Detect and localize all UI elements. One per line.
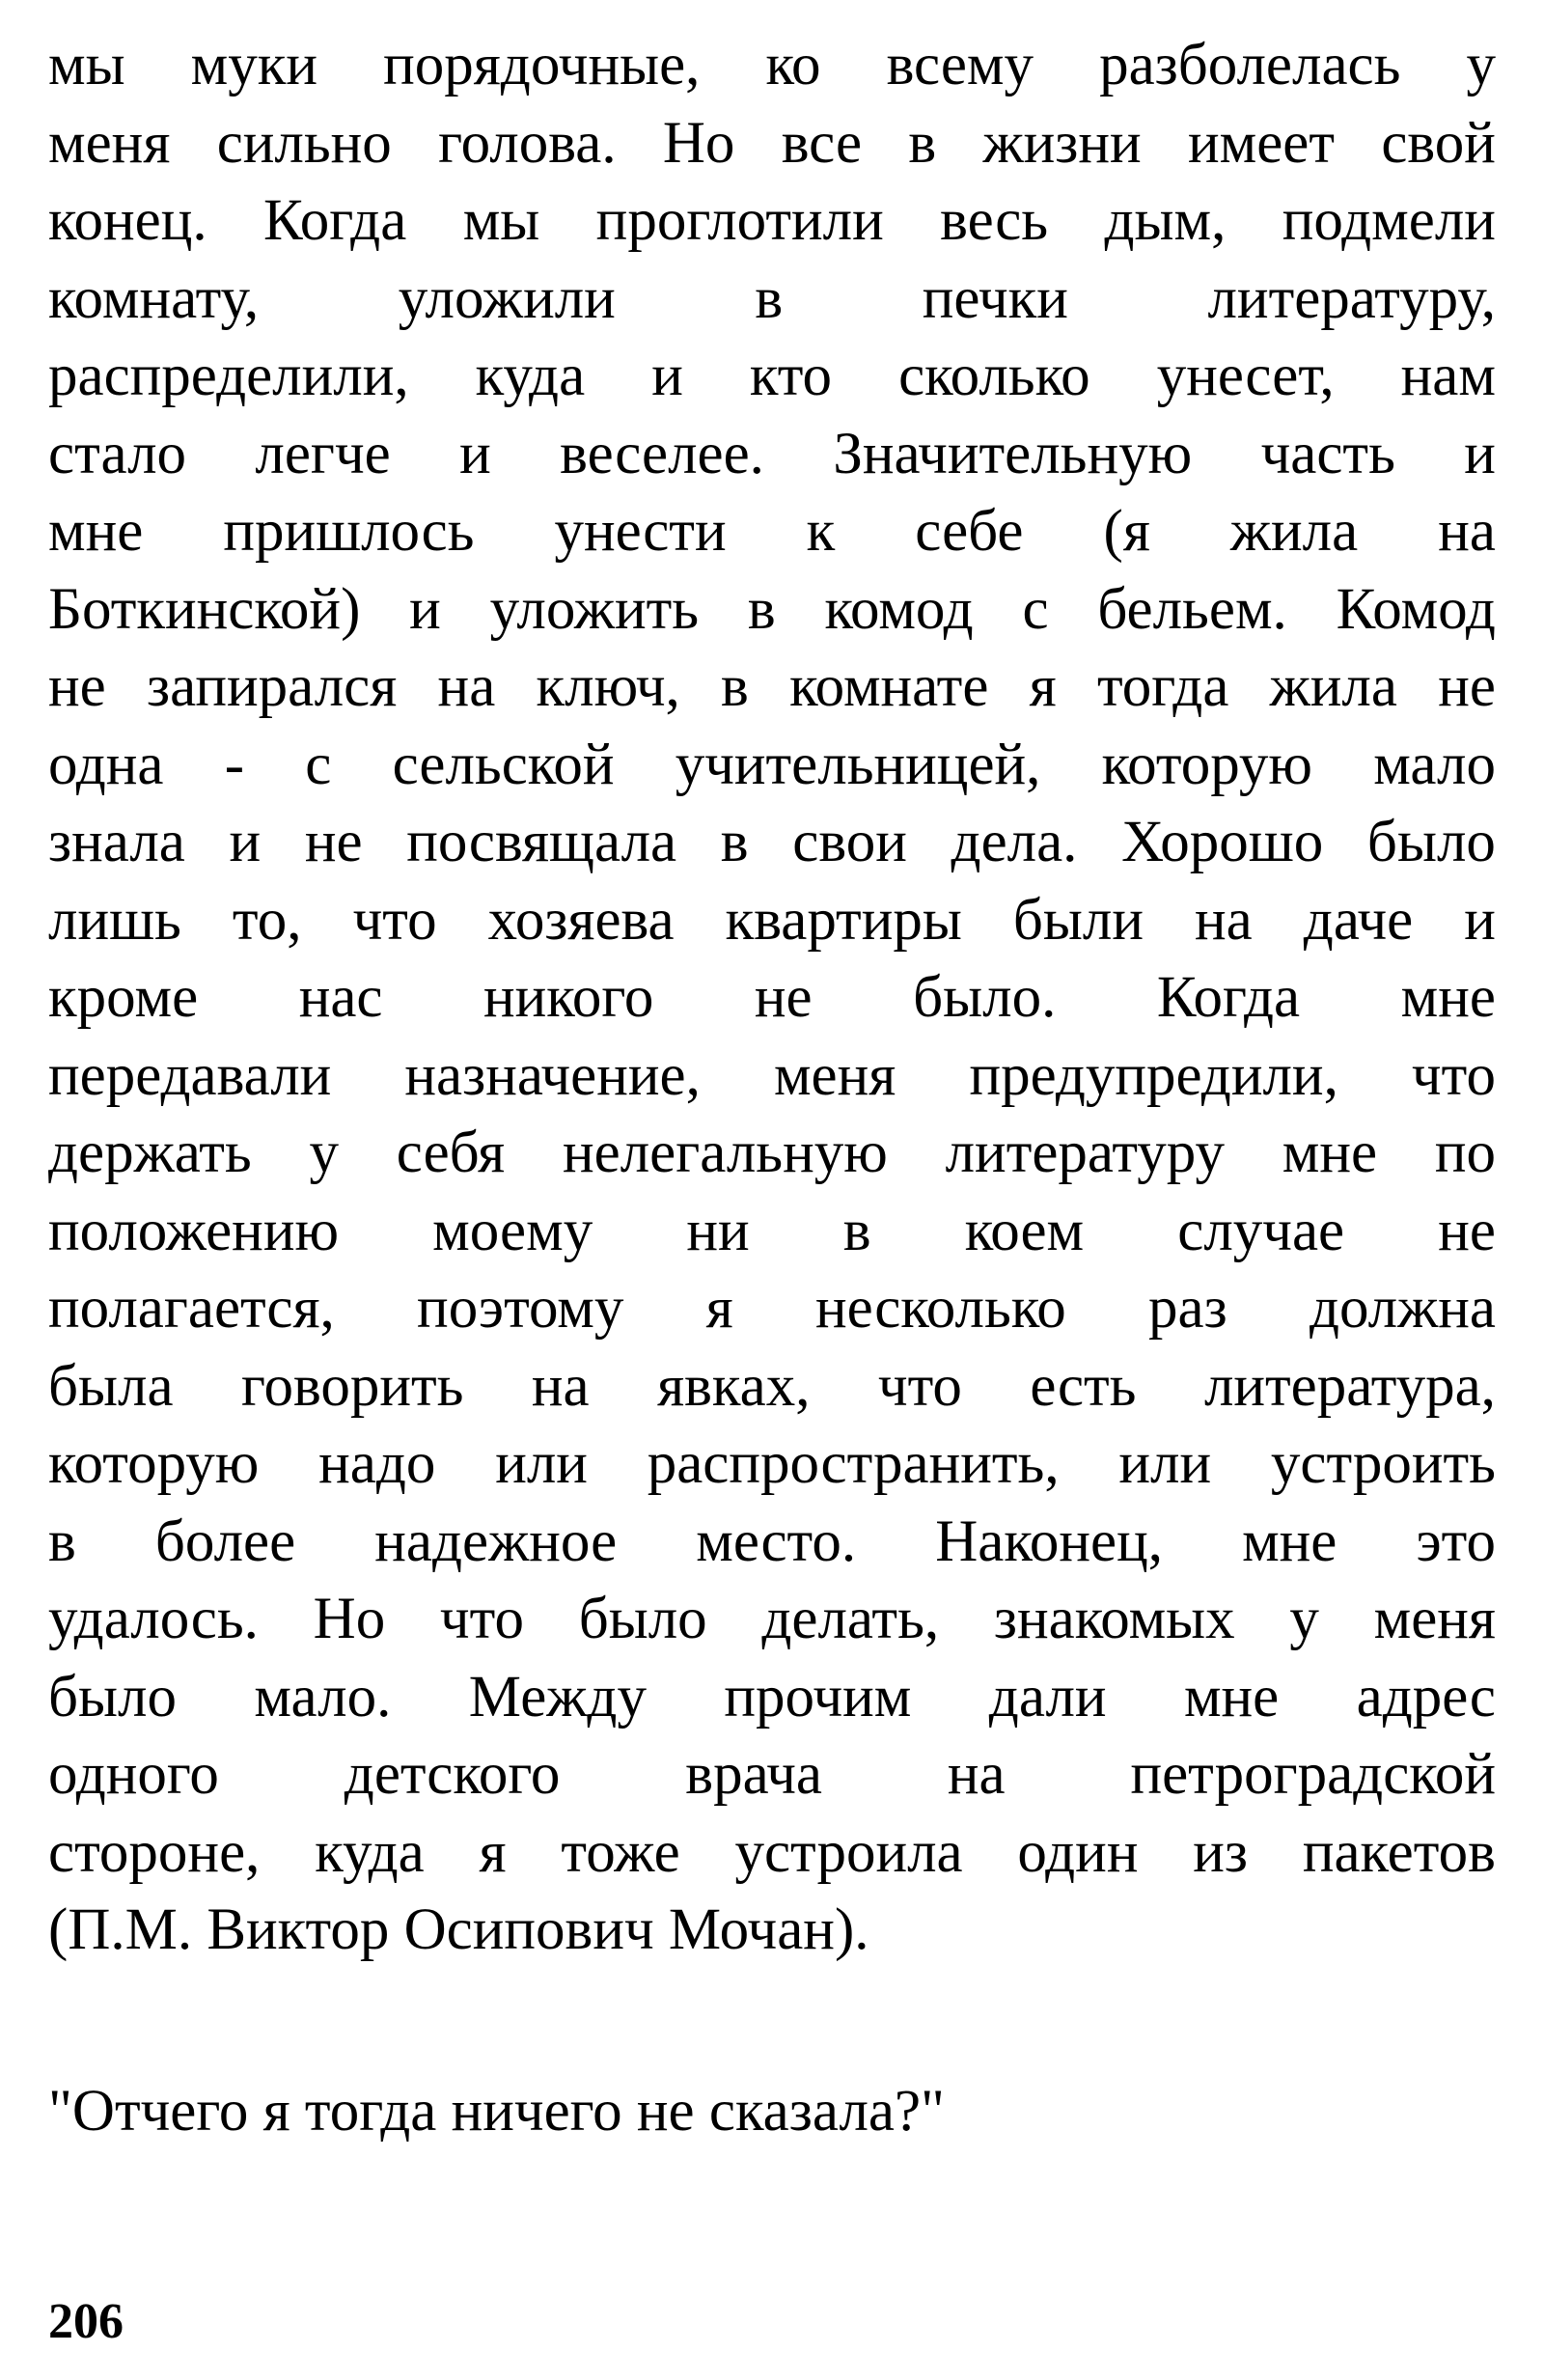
text-line: [48, 1348, 1496, 1426]
word: разболелась: [1099, 33, 1401, 97]
word: даче: [1303, 887, 1414, 953]
word: у: [1289, 1587, 1319, 1651]
text-line: [48, 1581, 1496, 1659]
word: у: [309, 1121, 339, 1185]
word: в: [48, 1508, 76, 1574]
text-line: [48, 1504, 1496, 1582]
word: имеет: [1187, 110, 1336, 176]
word: один: [1017, 1819, 1139, 1885]
word: Боткинской): [48, 576, 361, 642]
word: Хорошо: [1121, 810, 1324, 874]
text-line: [48, 1038, 1496, 1116]
word: сельской: [392, 732, 615, 797]
word: знакомых: [993, 1587, 1235, 1651]
word: всему: [886, 33, 1034, 97]
word: раз: [1148, 1276, 1227, 1341]
word: легче: [255, 421, 391, 486]
word: мне: [1282, 1121, 1378, 1185]
word: лишь: [48, 887, 181, 953]
page-number: 206: [48, 2294, 124, 2349]
word: предупредили,: [969, 1042, 1338, 1108]
word: распределили,: [48, 344, 409, 408]
word: на: [947, 1742, 1006, 1807]
word: на: [437, 654, 496, 719]
word: петроградской: [1130, 1742, 1496, 1807]
word: более: [154, 1508, 296, 1574]
word: на: [1195, 887, 1253, 953]
word: куда: [475, 344, 586, 408]
word: одна: [48, 732, 164, 797]
word: у: [1466, 33, 1496, 97]
word: на: [531, 1353, 590, 1419]
word: была: [48, 1353, 174, 1419]
word: устроила: [734, 1819, 963, 1885]
word: нас: [298, 965, 383, 1030]
word: было: [1366, 810, 1496, 874]
text-line: [48, 416, 1496, 494]
text-line: [48, 182, 1496, 261]
word: или: [1118, 1431, 1212, 1496]
word: комнату,: [48, 265, 260, 331]
word: держать: [48, 1121, 252, 1185]
text-line: [48, 261, 1496, 339]
word: из: [1193, 1819, 1249, 1885]
text-line: [48, 1193, 1496, 1271]
word: что: [352, 887, 437, 953]
word: голова.: [438, 110, 617, 176]
word: мы: [462, 188, 540, 253]
word: и: [459, 421, 491, 486]
word: свои: [792, 810, 907, 874]
word: я: [479, 1819, 507, 1885]
word: кто: [749, 344, 833, 408]
word: себе: [915, 499, 1024, 564]
word: бельем.: [1097, 576, 1287, 642]
word: Комод: [1336, 576, 1496, 642]
text-line: [48, 1659, 1496, 1737]
word: мне: [1183, 1664, 1280, 1730]
text-line-last: (П.М. Виктор Осипович Мочан).: [48, 1897, 869, 1962]
word: мало.: [254, 1664, 392, 1730]
word: ко: [765, 33, 821, 97]
word: пришлось: [223, 499, 475, 564]
word: мало: [1373, 732, 1496, 797]
text-line: [48, 1115, 1496, 1193]
word: ни: [686, 1198, 750, 1263]
word: учительницей,: [675, 732, 1041, 797]
word: нам: [1400, 344, 1496, 408]
text-line: [48, 571, 1496, 650]
word: не: [304, 810, 363, 874]
word: меня: [1373, 1587, 1496, 1651]
word: полагается,: [48, 1276, 335, 1341]
word: дали: [988, 1664, 1107, 1730]
word: сильно: [216, 110, 392, 176]
word: Но: [662, 110, 735, 176]
word: устроить: [1270, 1431, 1496, 1496]
word: мне: [1400, 965, 1496, 1030]
word: которую: [1101, 732, 1312, 797]
word: распространить,: [647, 1431, 1060, 1496]
word: веселее.: [560, 421, 764, 486]
text-line: [48, 27, 1496, 105]
word: посвящала: [406, 810, 677, 874]
word: удалось.: [48, 1587, 259, 1651]
word: конец.: [48, 188, 207, 253]
word: что: [877, 1353, 962, 1419]
word: мне: [48, 499, 144, 564]
word: дела.: [951, 810, 1078, 874]
word: (я: [1103, 499, 1150, 564]
word: случае: [1177, 1198, 1345, 1263]
text-line: [48, 727, 1496, 805]
word: и: [229, 810, 262, 874]
word: литературу,: [1207, 265, 1496, 331]
word: литература,: [1203, 1353, 1496, 1419]
word: не: [1438, 1198, 1496, 1263]
word: стало: [48, 421, 187, 486]
word: Наконец,: [935, 1508, 1163, 1574]
word: никого: [483, 965, 654, 1030]
word: унесет,: [1156, 344, 1335, 408]
word: прочим: [724, 1664, 912, 1730]
body-text: [48, 27, 1496, 1970]
word: и: [1464, 421, 1496, 486]
word: передавали: [48, 1042, 332, 1108]
word: надежное: [374, 1508, 618, 1574]
word: не: [1438, 654, 1496, 719]
word: коем: [964, 1198, 1085, 1263]
word: это: [1416, 1508, 1496, 1574]
word: не: [48, 654, 106, 719]
word: в: [747, 576, 776, 642]
word: порядочные,: [383, 33, 701, 97]
text-line: [48, 1270, 1496, 1348]
word: в: [755, 265, 784, 331]
word: Когда: [1156, 965, 1301, 1030]
word: унести: [554, 499, 727, 564]
word: меня: [48, 110, 171, 176]
word: комод: [824, 576, 974, 642]
text-line: [48, 649, 1496, 727]
word: несколько: [814, 1276, 1066, 1341]
word: тогда: [1096, 654, 1229, 719]
word: в: [720, 810, 749, 874]
word: что: [1411, 1042, 1496, 1108]
word: свой: [1381, 110, 1496, 176]
text-line: [48, 1425, 1496, 1504]
text-line: [48, 959, 1496, 1038]
word: куда: [315, 1819, 425, 1885]
word: литературу: [945, 1121, 1225, 1185]
word: мы: [48, 33, 125, 97]
word: одного: [48, 1742, 219, 1807]
text-line: [48, 493, 1496, 571]
word: то,: [232, 887, 302, 953]
word: должна: [1309, 1276, 1496, 1341]
text-line: [48, 804, 1496, 882]
word: есть: [1030, 1353, 1137, 1419]
text-line: [48, 105, 1496, 183]
word: печки: [922, 265, 1068, 331]
word: нелегальную: [563, 1121, 888, 1185]
word: уложили: [398, 265, 616, 331]
word: было: [578, 1587, 707, 1651]
word: квартиры: [725, 887, 962, 953]
word: жила: [1229, 499, 1359, 564]
word: на: [1438, 499, 1496, 564]
word: Значительную: [833, 421, 1193, 486]
word: с: [305, 732, 332, 797]
word: меня: [773, 1042, 896, 1108]
word: ключ,: [536, 654, 680, 719]
word: и: [409, 576, 441, 642]
word: явках,: [657, 1353, 811, 1419]
word: надо: [318, 1431, 436, 1496]
word: и: [1464, 887, 1496, 953]
word: в: [908, 110, 937, 176]
word: и: [651, 344, 683, 408]
word: были: [1012, 887, 1144, 953]
word: делать,: [761, 1587, 940, 1651]
word: не: [754, 965, 813, 1030]
word: дым,: [1104, 188, 1227, 253]
word: в: [842, 1198, 871, 1263]
word: знала: [48, 810, 185, 874]
word: что: [439, 1587, 524, 1651]
word: комнате: [789, 654, 989, 719]
word: поэтому: [417, 1276, 624, 1341]
word: тоже: [561, 1819, 680, 1885]
word: часть: [1260, 421, 1395, 486]
word: которую: [48, 1431, 260, 1496]
word: подмели: [1282, 188, 1496, 253]
word: в: [721, 654, 749, 719]
word: жила: [1269, 654, 1397, 719]
word: моему: [432, 1198, 593, 1263]
word: назначение,: [404, 1042, 701, 1108]
quote-heading: "Отчего я тогда ничего не сказала?": [48, 2079, 945, 2144]
word: пакетов: [1302, 1819, 1496, 1885]
word: было: [48, 1664, 177, 1730]
word: Когда: [263, 188, 407, 253]
word: все: [781, 110, 863, 176]
word: положению: [48, 1198, 340, 1263]
word: по: [1434, 1121, 1496, 1185]
word: или: [495, 1431, 588, 1496]
word: было.: [913, 965, 1057, 1030]
word: уложить: [489, 576, 700, 642]
word: врача: [685, 1742, 822, 1807]
word: жизни: [982, 110, 1142, 176]
word: к: [806, 499, 836, 564]
text-line: [48, 1736, 1496, 1814]
word: сколько: [898, 344, 1090, 408]
word: запирался: [146, 654, 398, 719]
word: себя: [396, 1121, 506, 1185]
word: стороне,: [48, 1819, 261, 1885]
word: я: [705, 1276, 733, 1341]
word: мне: [1242, 1508, 1337, 1574]
word: я: [1029, 654, 1057, 719]
word: муки: [190, 33, 318, 97]
text-line: [48, 1814, 1496, 1893]
word: кроме: [48, 965, 199, 1030]
word: Между: [468, 1664, 647, 1730]
word: Но: [313, 1587, 386, 1651]
text-line: [48, 882, 1496, 960]
word: с: [1022, 576, 1049, 642]
text-line: [48, 338, 1496, 416]
word: детского: [344, 1742, 561, 1807]
word: весь: [940, 188, 1049, 253]
word: адрес: [1356, 1664, 1496, 1730]
word: говорить: [240, 1353, 464, 1419]
word: место.: [696, 1508, 857, 1574]
word: хозяева: [487, 887, 675, 953]
word: -: [224, 732, 245, 797]
word: проглотили: [595, 188, 884, 253]
